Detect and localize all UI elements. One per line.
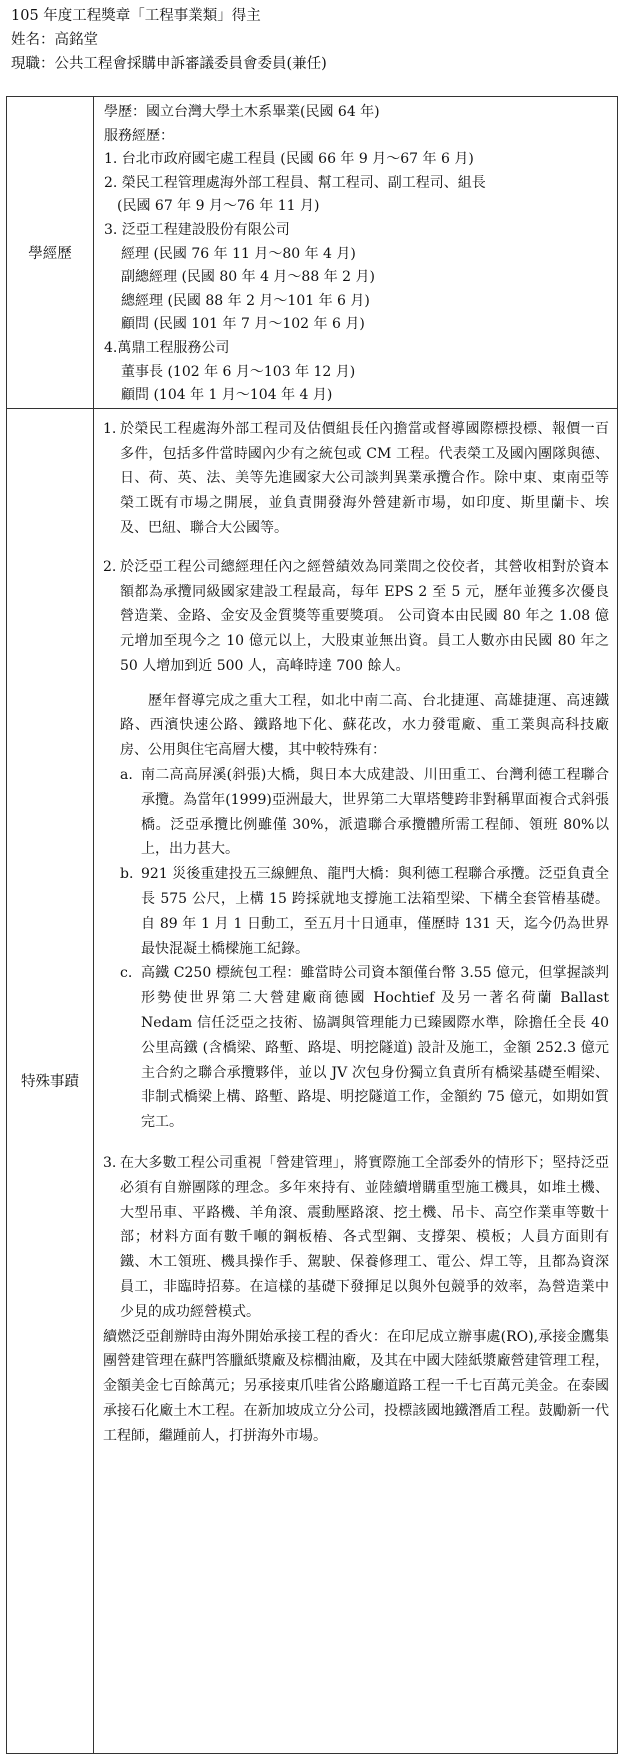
project-item-c xyxy=(103,961,609,1135)
project-letter: b. xyxy=(120,866,134,883)
project-text: 921 災後重建投五三線鯉魚、龍門大橋：與利德工程聯合承攬。泛亞負責全長 575 公尺，上構 15 跨採就地支撐施工法箱型梁、下構全套管樁基礎。自 89 年 1 月 1 日動工，至五月十日通車，僅歷時 131 天，迄今仍為世界最快混凝土橋樑施工紀錄。 xyxy=(141,866,609,957)
project-text: 高鐵 C250 標統包工程：雖當時公司資本額僅台幣 3.55 億元，但掌握談判形勢使世界第二大營建廠商德國 Hochtief 及另一著名荷蘭 Ballast Nedam 信任泛亞之技術、協調與管理能力已臻國際水準，除擔任全長 40 公里高鐵 (含橋梁、路塹、路堤、明挖隧道) 設計及施工，金額 252.3 億元主合約之聯合承攬夥伴，並以 JV 次包身份獨立負責所有橋梁基礎至帽梁、非制式橋梁上構、路塹、路堤、明挖隧道工作，金額約 75 億元，如期如質完工。 xyxy=(141,965,609,1131)
current-position: 現職：公共工程會採購申訴審議委員會委員(兼任) xyxy=(11,56,327,72)
education-row xyxy=(7,97,618,409)
experience-item: 1. 台北市政府國宅處工程員 (民國 66 年 9 月～67 年 6 月) xyxy=(104,151,474,168)
achievement-overseas: 續燃泛亞創辦時由海外開始承接工程的香火：在印尼成立辦事處(RO),承接金鷹集團營建管理在蘇門答臘紙漿廠及棕櫚油廠，及其在中國大陸紙漿廠營建管理工程，金額美金七百餘萬元；另承接東爪哇省公路廳道路工程一千七百萬元美金。在泰國承接石化廠土木工程。在新加坡成立分公司，投標該國地鐵潛盾工程。鼓勵新一代工程師，繼踵前人，打拼海外市場。 xyxy=(103,1328,609,1444)
achievement-text: 於泛亞工程公司總經理任內之經營績效為同業間之佼佼者，其營收相對於資本額都為承攬同級國家建設工程最高，每年 EPS 2 至 5 元，歷年並獲多次優良營造業、金路、金安及金質獎等重要獎項。 公司資本由民國 80 年之 1.08 億元增加至現今之 10 億元以上，大股東並無出資。員工人數亦由民國 80 年之 50 人增加到近 500 人，高峰時達 700 餘人。 xyxy=(120,558,609,674)
achievement-number: 2. xyxy=(103,558,117,575)
achievement-number: 3. xyxy=(103,1155,117,1172)
experience-role: 副總經理 (民國 80 年 4 月～88 年 2 月) xyxy=(121,269,375,286)
achievement-text: 於榮民工程處海外部工程司及估價組長任內擔當或督導國際標投標、報價一百多件，包括多件當時國內少有之統包或 CM 工程。代表榮工及國內團隊與德、日、荷、英、法、美等先進國家大公司談判異業承攬合作。除中東、東南亞等榮工既有市場之開展，並負責開發海外營建新市場，如印度、斯里蘭卡、埃及、巴紐、聯合大公國等。 xyxy=(120,420,609,536)
experience-role: 顧問 (民國 101 年 7 月～102 年 6 月) xyxy=(121,316,365,333)
experience-role: 董事長 (102 年 6 月～103 年 12 月) xyxy=(121,363,356,380)
achievement-2 xyxy=(103,555,609,679)
achievements-label: 特殊事蹟 xyxy=(7,408,94,1753)
achievements-content xyxy=(94,408,618,1753)
project-letter: c. xyxy=(120,965,133,982)
project-item-a xyxy=(103,763,609,862)
achievement-text: 在大多數工程公司重視「營建管理」，將實際施工全部委外的情形下；堅持泛亞必須有自辦團隊的理念。多年來持有、並陸續增購重型施工機具，如堆土機、大型吊車、平路機、羊角滾、震動壓路滾、挖土機、吊卡、高空作業車等數十部；材料方面有數千噸的鋼板樁、各式型鋼、支撐架、模板；人員方面則有鐵、木工領班、機具操作手、駕駛、保養修理工、電公、焊工等，且都為資深員工，非臨時招募。在這樣的基礎下發揮足以與外包競爭的效率，為營造業中少見的成功經營模式。 xyxy=(120,1155,609,1320)
education-label: 學經歷 xyxy=(7,97,94,409)
experience-item: 4.萬鼎工程服務公司 xyxy=(104,339,230,356)
education-content xyxy=(94,97,618,409)
achievements-row xyxy=(7,408,618,1753)
project-text: 南二高高屏溪(斜張)大橋，與日本大成建設、川田重工、台灣利德工程聯合承攬。為當年(1999)亞洲最大，世界第二大單塔雙跨非對稱單面複合式斜張橋。泛亞承攬比例雖僅 30%，派遣聯合承攬體所需工程師、領班 80%以上，出力甚大。 xyxy=(141,767,609,858)
project-item-b xyxy=(103,862,609,961)
experience-item: 2. 榮民工程管理處海外部工程員、幫工程司、副工程司、組長 xyxy=(104,174,486,191)
awardee-name: 姓名：高銘堂 xyxy=(11,32,98,48)
achievement-1 xyxy=(103,417,609,541)
award-title: 105 年度工程獎章「工程事業類」得主 xyxy=(11,8,261,24)
experience-role: 經理 (民國 76 年 11 月～80 年 4 月) xyxy=(121,245,356,262)
project-letter: a. xyxy=(120,767,133,784)
experience-period: (民國 67 年 9 月～76 年 11 月) xyxy=(117,198,320,215)
achievement-2-projects-intro: 歷年督導完成之重大工程，如北中南二高、台北捷運、高雄捷運、高速鐵路、西濱快速公路、鐵路地下化、蘇花改，水力發電廠、重工業與高科技廠房、公用與住宅高層大樓，其中較特殊有： xyxy=(120,692,609,759)
education-degree: 學歷：國立台灣大學土木系畢業(民國 64 年) xyxy=(104,104,380,120)
achievement-number: 1. xyxy=(103,420,117,437)
experience-role: 總經理 (民國 88 年 2 月～101 年 6 月) xyxy=(121,292,370,309)
achievement-3 xyxy=(103,1151,609,1325)
experience-role: 顧問 (104 年 1 月～104 年 4 月) xyxy=(121,387,333,404)
page-header xyxy=(11,4,611,76)
experience-heading: 服務經歷： xyxy=(104,127,174,144)
profile-table xyxy=(6,96,618,1754)
experience-item: 3. 泛亞工程建設股份有限公司 xyxy=(104,221,290,238)
